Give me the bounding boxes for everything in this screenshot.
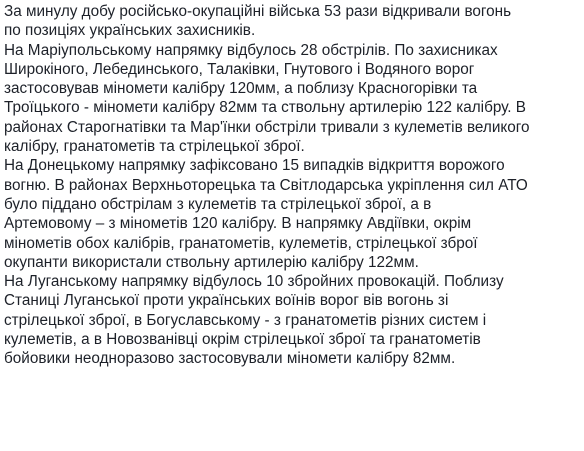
paragraph-donetsk: На Донецькому напрямку зафіксовано 15 випадків відкриття ворожого вогню. В районах Верхньоторецька та Світлодарська укріплення сил АТО було піддано обстрілам з кулеметів та стрілецької зброї, а в Артемовому – з мінометів 120 калібру. В напрямку Авдіївки, окрім мінометів обох калібрів, гранатометів, кулеметів, стрілецької зброї окупанти використали ствольну артилерію калібру 122мм. [4,157,528,271]
paragraph-summary: За минулу добу російсько-окупаційні війська 53 рази відкривали вогонь по позиціях українських захисників. [4,3,512,40]
paragraph-luhansk: На Луганському напрямку відбулось 10 збройних провокацій. Поблизу Станиці Луганської проти українських воїнів ворог вів вогонь зі стрілецької зброї, в Богуславському - з гранатометів різних систем і кулеметів, а в Новозванівці окрім стрілецької зброї та гранатометів бойовики неодноразово застосовували міномети калібру 82мм. [4,273,504,368]
paragraph-mariupol: На Маріупольському напрямку відбулось 28 обстрілів. По захисниках Широкіного, Лебединського, Талаківки, Гнутового і Водяного ворог застосовував міномети калібру 120мм, а поблизу Красногорівки та Троїцького - міномети калібру 82мм та ствольну артилерію 122 калібру. В районах Старогнатівки та Мар'їнки обстріли тривали з кулеметів великого калібру, гранатометів та стрілецької зброї. [4,41,530,156]
post-text [4,2,582,369]
